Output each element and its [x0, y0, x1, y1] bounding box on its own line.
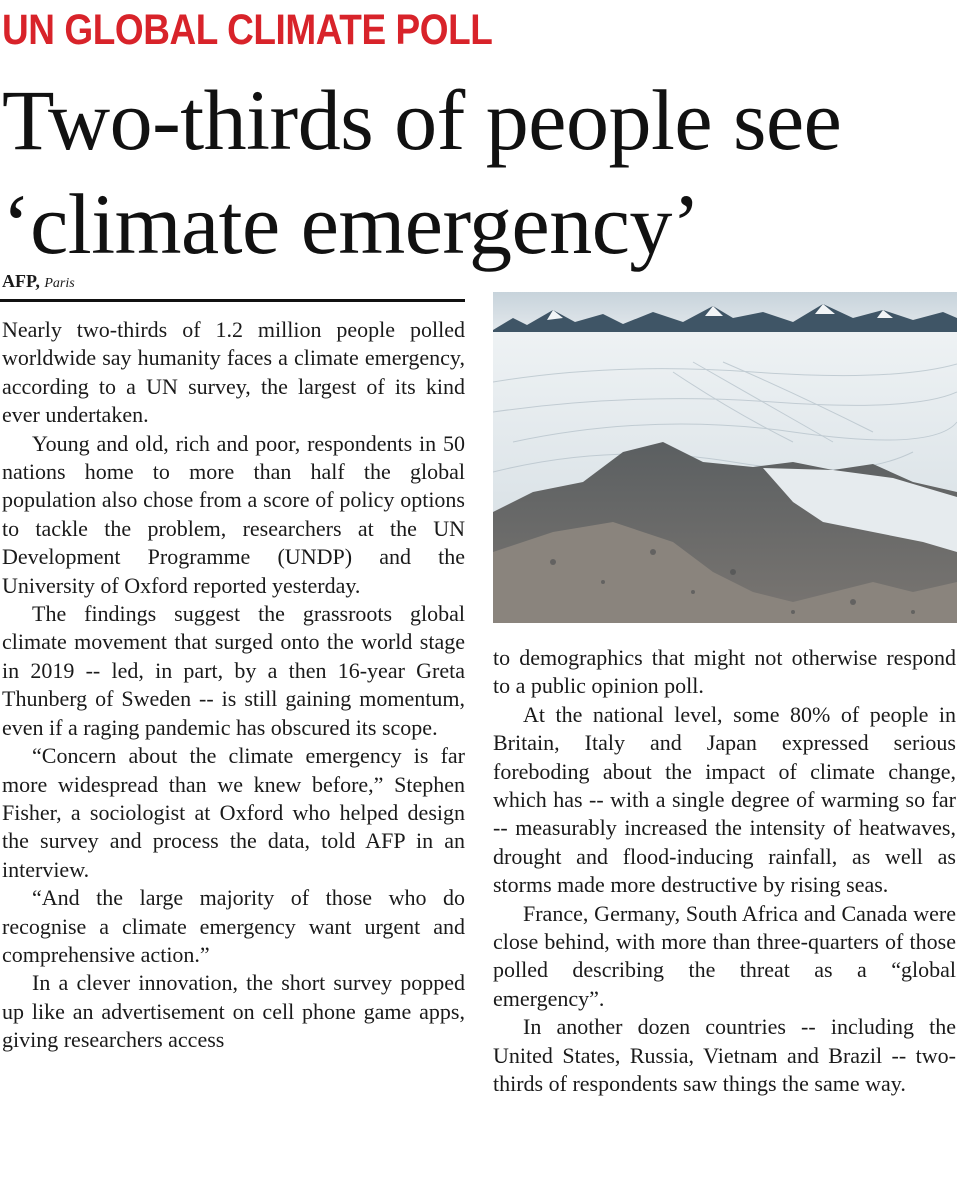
paragraph: “And the large majority of those who do recognise a climate emergency want urgent and comprehensive action.”	[2, 885, 465, 967]
paragraph: Young and old, rich and poor, respondents in 50 nations home to more than half the global population also chose from a score of policy options to tackle the problem, researchers at the UN Development Programme (UNDP) and the University of Oxford reported yesterday.	[2, 430, 465, 598]
headline	[2, 68, 957, 276]
article-column-left	[2, 316, 465, 1055]
paragraph: In a clever innovation, the short survey popped up like an advertisement on cell phone game apps, giving researchers access	[2, 970, 465, 1053]
section-kicker: UN GLOBAL CLIMATE POLL	[2, 6, 493, 54]
paragraph: The findings suggest the grassroots global climate movement that surged onto the world stage in 2019 -- led, in part, by a then 16-year Greta Thunberg of Sweden -- is still gaining momentum, even if a raging pandemic has obscured its scope.	[2, 601, 465, 740]
paragraph: At the national level, some 80% of people in Britain, Italy and Japan expressed serious foreboding about the impact of climate change, which has -- with a single degree of warming so far -- measurably increased the intensity of heatwaves, drought and flood-inducing rainfall, as well as storms made more destructive by rising seas.	[493, 701, 956, 898]
headline-line-2: ‘climate emergency’	[2, 176, 701, 272]
byline-place: Paris	[44, 276, 75, 291]
byline	[2, 270, 75, 295]
paragraph: France, Germany, South Africa and Canada were close behind, with more than three-quarters of those polled describing the threat as a “global emergency”.	[493, 900, 956, 1011]
paragraph: “Concern about the climate emergency is far more widespread than we knew before,” Stephen Fisher, a sociologist at Oxford who helped design the survey and process the data, told AFP in an interview.	[2, 743, 465, 882]
paragraph: to demographics that might not otherwise respond to a public opinion poll.	[493, 645, 956, 699]
headline-line-1: Two-thirds of people see	[2, 72, 842, 168]
paragraph: Nearly two-thirds of 1.2 million people polled worldwide say humanity faces a climate emergency, according to a UN survey, the largest of its kind ever undertaken.	[2, 317, 465, 428]
glacier-photo	[493, 292, 957, 623]
article-column-right	[493, 644, 956, 1099]
paragraph: In another dozen countries -- including the United States, Russia, Vietnam and Brazil -- two-thirds of respondents saw things the same way.	[493, 1014, 956, 1097]
byline-rule	[0, 299, 465, 302]
byline-agency: AFP,	[2, 271, 40, 291]
